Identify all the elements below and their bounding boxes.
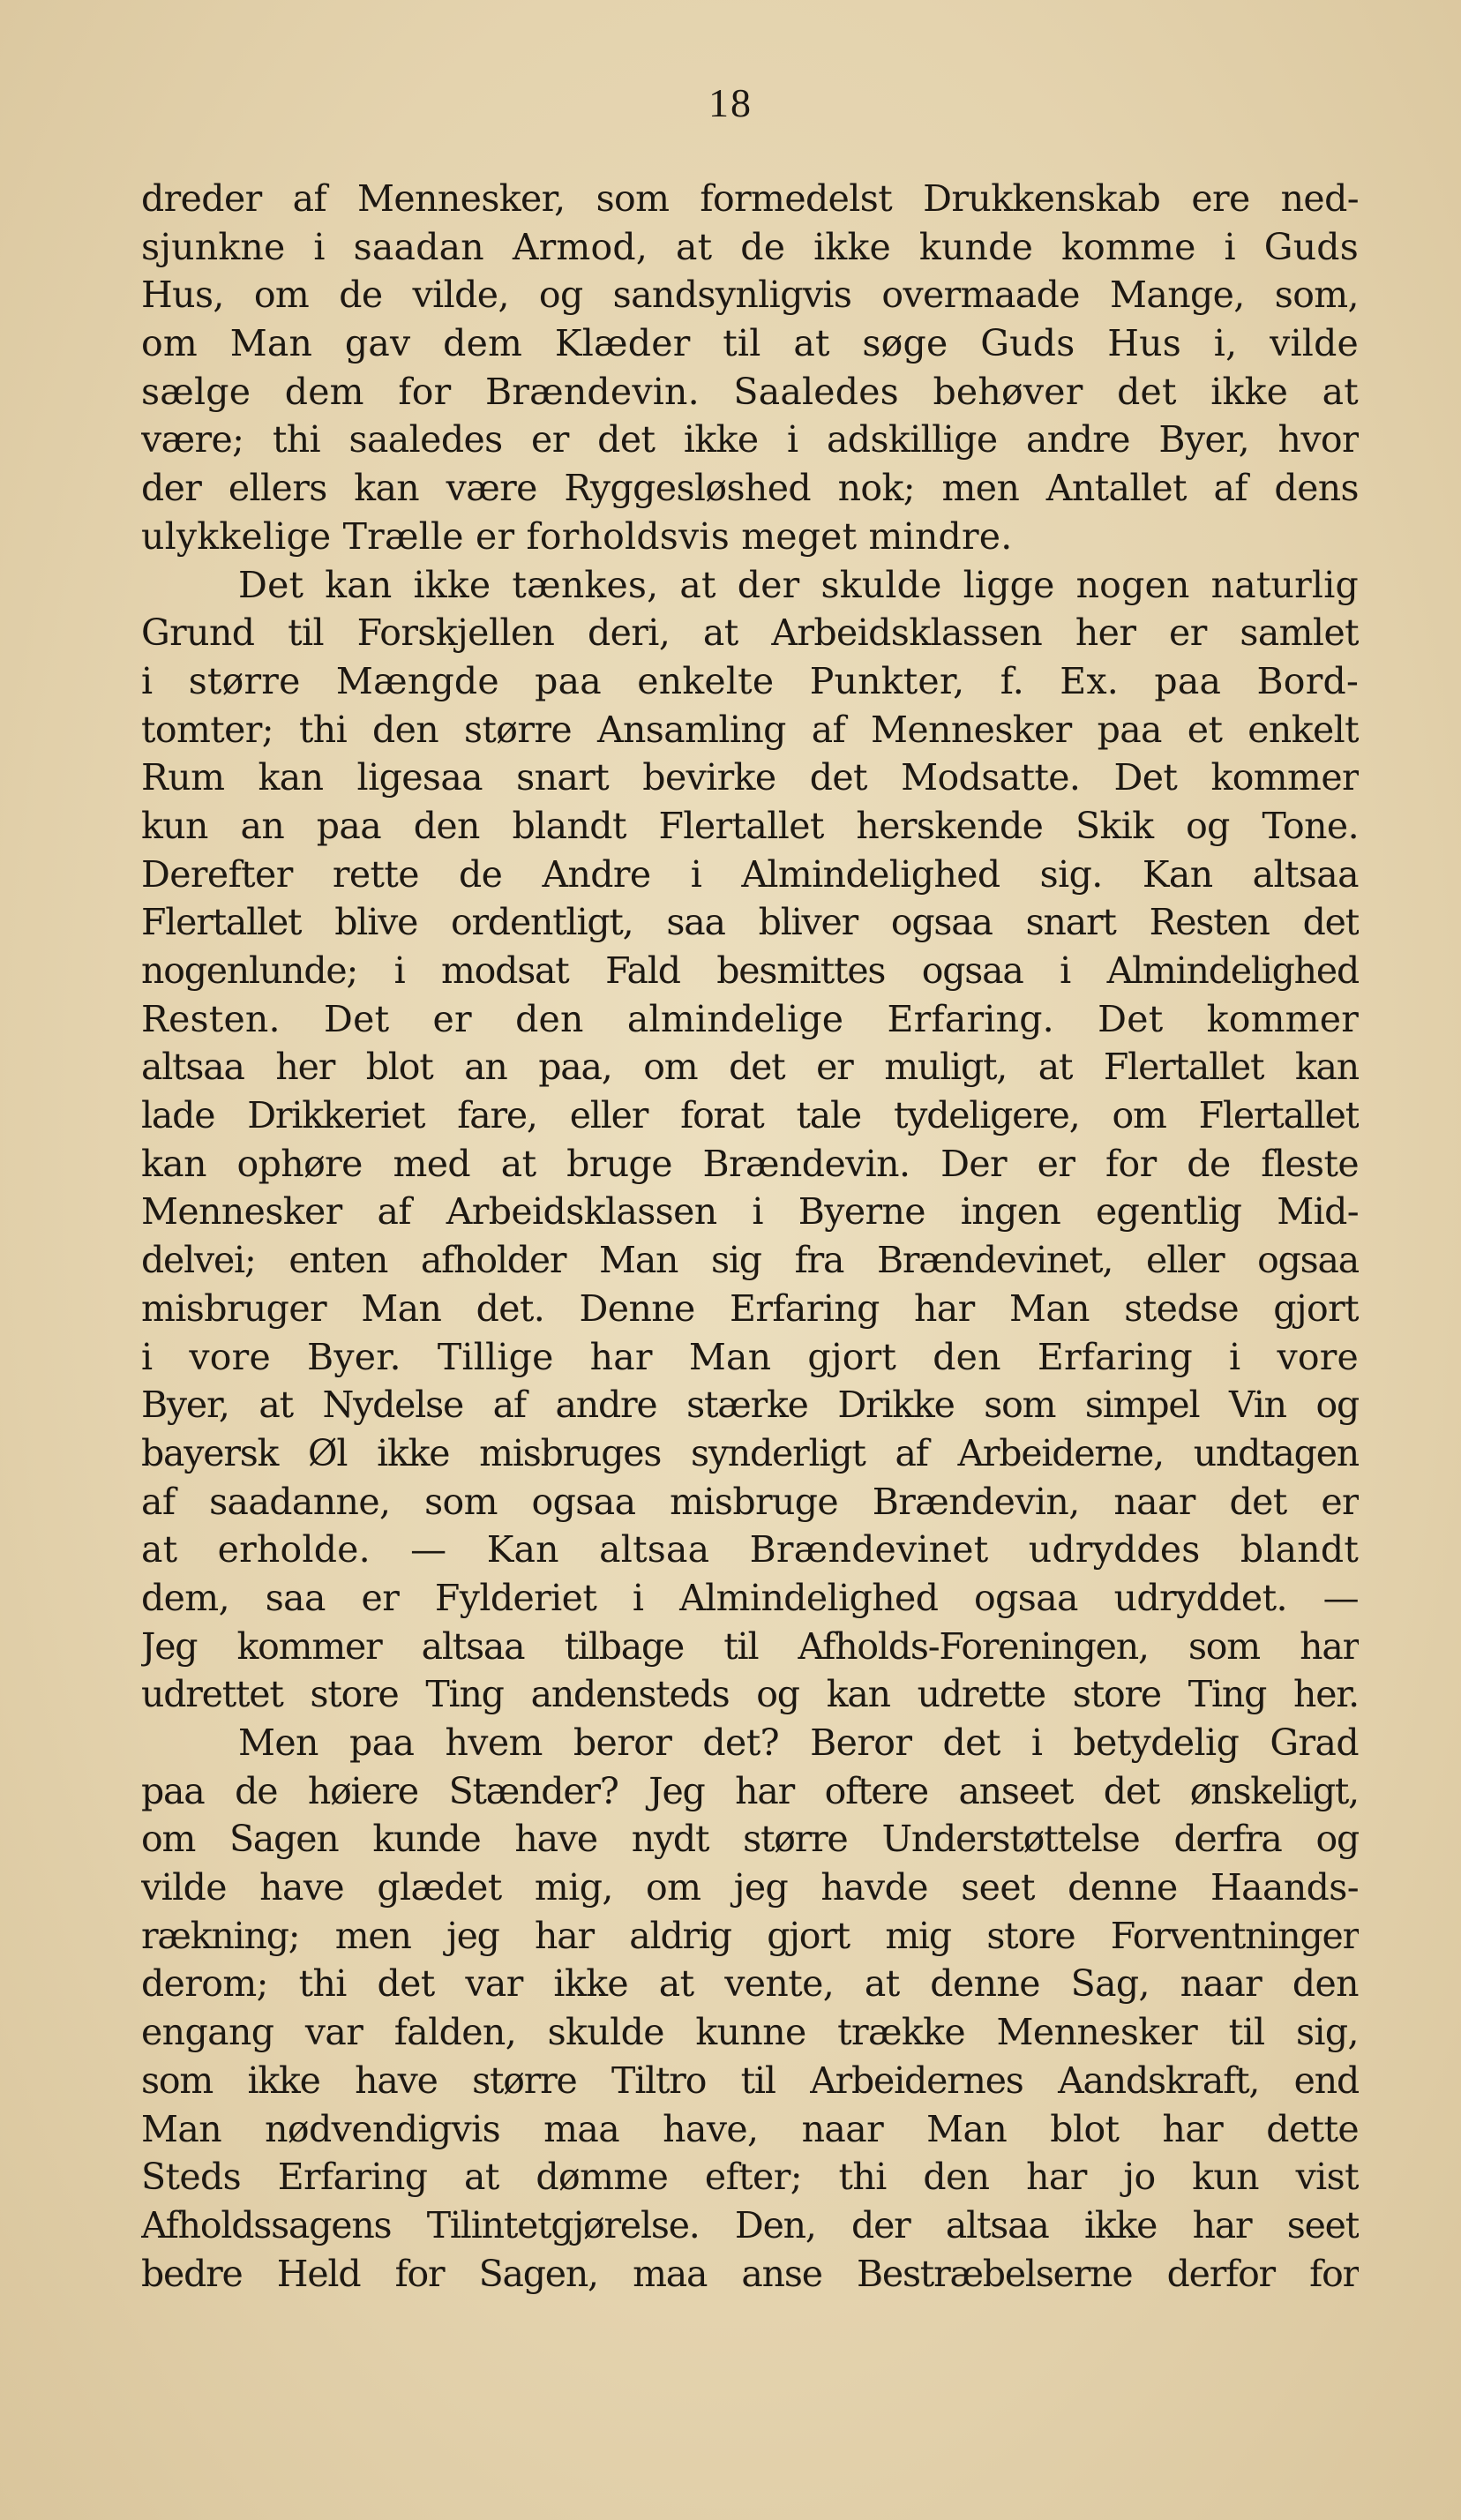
text-line: være; thi saaledes er det ikke i adskillige andre Byer, hvor (141, 418, 1359, 461)
text-line: kun an paa den blandt Flertallet herskende Skik og Tone. (141, 804, 1359, 847)
text-line: tomter; thi den større Ansamling af Mennesker paa et enkelt (141, 708, 1359, 751)
text-line: misbruger Man det. Denne Erfaring har Man stedse gjort (141, 1286, 1359, 1330)
text-line: vilde have glædet mig, om jeg havde seet denne Haands- (141, 1866, 1359, 1909)
text-line: Grund til Forskjellen deri, at Arbeidsklassen her er samlet (141, 611, 1359, 655)
text-line: kan ophøre med at bruge Brændevin. Der er for de fleste (141, 1142, 1359, 1185)
text-line: ulykkelige Trælle er forholdsvis meget mindre. (141, 514, 1013, 558)
text-line: Men paa hvem beror det? Beror det i betydelig Grad (238, 1721, 1359, 1764)
text-line: Det kan ikke tænkes, at der skulde ligge nogen naturlig (238, 563, 1359, 606)
text-line: af saadanne, som ogsaa misbruge Brændevin, naar det er (141, 1480, 1359, 1523)
text-line: altsaa her blot an paa, om det er muligt, at Flertallet kan (141, 1046, 1359, 1089)
text-line: Derefter rette de Andre i Almindelighed sig. Kan altsaa (141, 852, 1359, 896)
text-line: Jeg kommer altsaa tilbage til Afholds-Foreningen, som har (141, 1624, 1359, 1668)
text-line: som ikke have større Tiltro til Arbeidernes Aandskraft, end (141, 2059, 1359, 2102)
text-line: udrettet store Ting andensteds og kan udrette store Ting her. (141, 1673, 1359, 1716)
text-line: dem, saa er Fylderiet i Almindelighed ogsaa udryddet. — (141, 1576, 1359, 1619)
text-line: Man nødvendigvis maa have, naar Man blot har dette (141, 2107, 1359, 2150)
text-line: bedre Held for Sagen, maa anse Bestræbelserne derfor for (141, 2252, 1359, 2295)
text-line: paa de høiere Stænder? Jeg har oftere anseet det ønskeligt, (141, 1769, 1359, 1812)
text-line: Mennesker af Arbeidsklassen i Byerne ingen egentlig Mid- (141, 1190, 1359, 1234)
text-line: Flertallet blive ordentligt, saa bliver ogsaa snart Resten det (141, 901, 1359, 944)
body-text (141, 175, 1359, 2298)
text-line: sælge dem for Brændevin. Saaledes behøver det ikke at (141, 370, 1359, 413)
text-line: der ellers kan være Ryggesløshed nok; men Antallet af dens (141, 467, 1359, 510)
text-line: om Man gav dem Klæder til at søge Guds Hus i, vilde (141, 322, 1359, 365)
text-line: Steds Erfaring at dømme efter; thi den har jo kun vist (141, 2156, 1359, 2199)
text-line: bayersk Øl ikke misbruges synderligt af Arbeiderne, undtagen (141, 1431, 1359, 1474)
text-line: engang var falden, skulde kunne trække Mennesker til sig, (141, 2011, 1359, 2054)
text-line: lade Drikkeriet fare, eller forat tale tydeligere, om Flertallet (141, 1094, 1359, 1137)
text-line: Hus, om de vilde, og sandsynligvis overmaade Mange, som, (141, 274, 1359, 317)
text-line: i større Mængde paa enkelte Punkter, f. Ex. paa Bord- (141, 659, 1359, 702)
text-line: rækning; men jeg har aldrig gjort mig store Forventninger (141, 1914, 1359, 1957)
text-line: i vore Byer. Tillige har Man gjort den Erfaring i vore (141, 1335, 1359, 1378)
text-line: at erholde. — Kan altsaa Brændevinet udryddes blandt (141, 1528, 1359, 1571)
text-line: derom; thi det var ikke at vente, at denne Sag, naar den (141, 1962, 1359, 2006)
text-line: dreder af Mennesker, som formedelst Drukkenskab ere ned- (141, 177, 1359, 220)
text-line: Byer, at Nydelse af andre stærke Drikke som simpel Vin og (141, 1384, 1359, 1427)
text-line: sjunkne i saadan Armod, at de ikke kunde komme i Guds (141, 225, 1359, 268)
text-line: delvei; enten afholder Man sig fra Brændevinet, eller ogsaa (141, 1239, 1359, 1282)
text-line: Afholdssagens Tilintetgjørelse. Den, der altsaa ikke har seet (141, 2203, 1359, 2246)
text-line: om Sagen kunde have nydt større Understøttelse derfra og (141, 1818, 1359, 1861)
text-line: nogenlunde; i modsat Fald besmittes ogsaa i Almindelighed (141, 949, 1359, 992)
text-line: Resten. Det er den almindelige Erfaring. Det kommer (141, 997, 1359, 1040)
page-number: 18 (708, 80, 753, 125)
text-line: Rum kan ligesaa snart bevirke det Modsatte. Det kommer (141, 756, 1359, 799)
